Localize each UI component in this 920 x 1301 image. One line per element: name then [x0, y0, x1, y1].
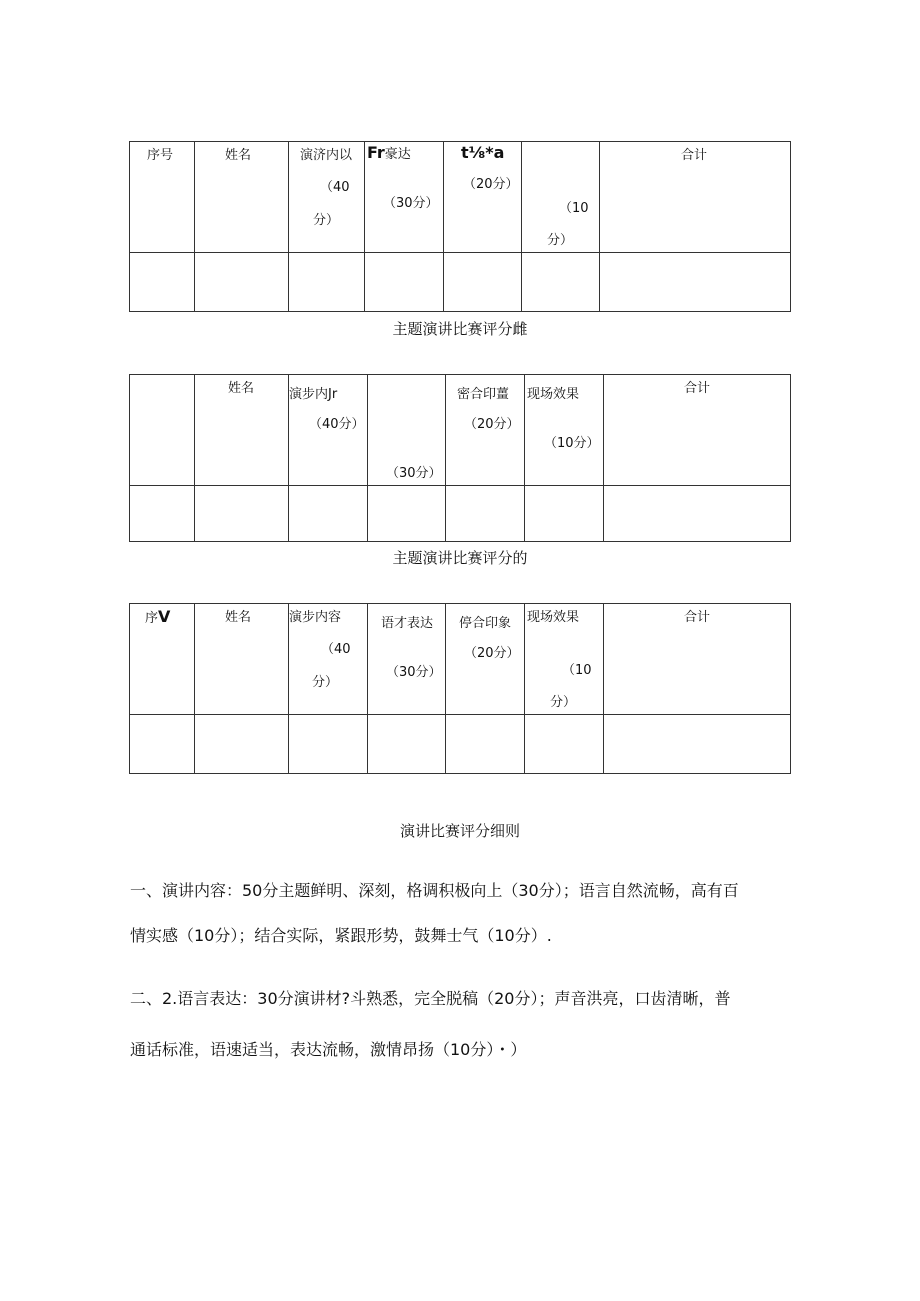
header-cell-total	[604, 375, 791, 486]
rule-1-line-1: 一、演讲内容：50分主题鲜明、深刻，格调积极向上（30分）；语言自然流畅，高有百	[130, 881, 739, 900]
header-content: 演济内以	[300, 148, 353, 163]
score-table-3	[129, 603, 791, 774]
header-effect-score: （10分）	[544, 436, 600, 451]
data-cell	[130, 486, 195, 542]
header-total: 合计	[681, 148, 708, 163]
data-cell	[195, 486, 289, 542]
data-cell	[525, 486, 604, 542]
header-cell-no	[130, 375, 195, 486]
header-language-score: （30分）	[386, 466, 442, 481]
score-table-1	[129, 141, 791, 312]
header-cell-effect	[522, 142, 600, 253]
header-cell-content	[289, 375, 368, 486]
data-cell	[289, 486, 368, 542]
data-cell	[130, 253, 195, 312]
data-cell	[525, 715, 604, 774]
data-cell	[195, 253, 289, 312]
header-cell-effect	[525, 375, 604, 486]
header-cell-no	[130, 142, 195, 253]
header-impression-score: （20分）	[463, 177, 519, 192]
header-cell-name	[195, 375, 289, 486]
header-total: 合计	[684, 610, 711, 625]
caption-1: 主题演讲比赛评分雌	[392, 320, 528, 338]
header-language-score: （30分）	[383, 196, 439, 211]
header-effect-score-b: 分）	[550, 695, 577, 710]
data-cell	[365, 253, 444, 312]
data-cell	[604, 715, 791, 774]
header-effect-score-a: （10	[562, 663, 592, 678]
header-content-score-b: 分）	[312, 675, 339, 690]
header-cell-name	[195, 604, 289, 715]
rule-2-line-1: 二、2.语言表达：30分演讲材?斗熟悉，完全脱稿（20分）；声音洪亮，口齿清晰，普	[130, 989, 731, 1008]
data-cell	[368, 486, 446, 542]
table-header-row	[130, 375, 791, 486]
header-name: 姓名	[228, 381, 255, 396]
score-table-2	[129, 374, 791, 542]
header-content-score-a: （40	[321, 642, 351, 657]
header-name: 姓名	[225, 148, 252, 163]
data-cell	[522, 253, 600, 312]
data-cell	[446, 715, 525, 774]
header-content-score-a: （40	[320, 180, 350, 195]
header-language: 语才表达	[381, 616, 434, 631]
header-cell-total	[600, 142, 791, 253]
header-content: 演步内容	[289, 610, 342, 625]
data-cell	[604, 486, 791, 542]
data-cell	[130, 715, 195, 774]
header-content-score-b: 分）	[313, 213, 340, 228]
header-cell-content	[289, 142, 365, 253]
header-cell-impression	[444, 142, 522, 253]
header-cell-name	[195, 142, 289, 253]
header-no: 序V	[145, 607, 171, 626]
header-impression: t⅛*a	[461, 143, 505, 162]
header-language: Fr豪达	[367, 143, 411, 162]
data-cell	[600, 253, 791, 312]
header-cell-impression	[446, 375, 525, 486]
table-row	[130, 486, 791, 542]
header-language-score: （30分）	[386, 665, 442, 680]
header-effect: 现场效果	[527, 610, 580, 625]
header-impression-score: （20分）	[464, 646, 520, 661]
header-total: 合计	[684, 381, 711, 396]
header-cell-effect	[525, 604, 604, 715]
table-row	[130, 253, 791, 312]
data-cell	[195, 715, 289, 774]
data-cell	[289, 253, 365, 312]
rules-title: 演讲比赛评分细则	[399, 822, 520, 840]
header-effect-score-a: （10	[559, 201, 589, 216]
rule-1-line-2: 情实感（10分）；结合实际，紧跟形势，鼓舞士气（10分）.	[130, 926, 552, 945]
table-row	[130, 715, 791, 774]
table-header-row	[130, 142, 791, 253]
header-effect: 现场效果	[527, 387, 580, 402]
header-impression: 停合印象	[459, 616, 512, 631]
header-impression-score: （20分）	[464, 417, 520, 432]
header-content-score: （40分）	[309, 417, 365, 432]
data-cell	[446, 486, 525, 542]
rule-2-line-2: 通话标准，语速适当，表达流畅，激情昂扬（10分）・）	[130, 1040, 527, 1059]
header-cell-content	[289, 604, 368, 715]
data-cell	[289, 715, 368, 774]
header-impression: 密合印薑	[457, 387, 510, 402]
header-content: 演步内Jr	[289, 387, 338, 402]
caption-2: 主题演讲比赛评分的	[392, 549, 528, 567]
header-cell-language	[368, 604, 446, 715]
data-cell	[368, 715, 446, 774]
header-cell-language	[368, 375, 446, 486]
header-no: 序号	[147, 148, 174, 163]
header-cell-total	[604, 604, 791, 715]
header-effect-score-b: 分）	[547, 233, 574, 248]
header-cell-no	[130, 604, 195, 715]
header-cell-impression	[446, 604, 525, 715]
table-header-row	[130, 604, 791, 715]
data-cell	[444, 253, 522, 312]
header-name: 姓名	[225, 610, 252, 625]
header-cell-language	[365, 142, 444, 253]
